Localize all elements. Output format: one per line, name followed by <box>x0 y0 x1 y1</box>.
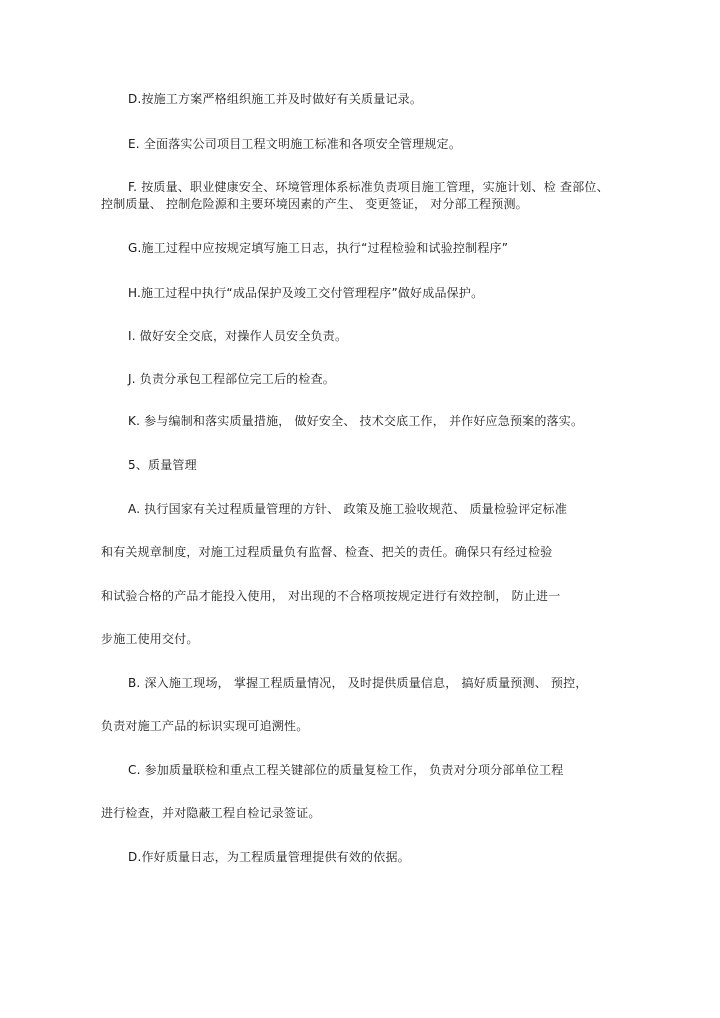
text-line: F. 按质量、职业健康安全、环境管理体系标准负责项目施工管理，实施计划、检 查部位、 <box>128 180 609 194</box>
text-line: H.施工过程中执行“成品保护及竣工交付管理程序”做好成品保护。 <box>128 286 484 300</box>
text-line: 步施工使用交付。 <box>101 632 199 646</box>
text-line: 和有关规章制度，对施工过程质量负有监督、检查、把关的责任。确保只有经过检验 <box>101 545 553 559</box>
text-line: G.施工过程中应按规定填写施工日志，执行“过程检验和试验控制程序” <box>128 241 509 255</box>
text-line: C. 参加质量联检和重点工程关键部位的质量复检工作， 负责对分项分部单位工程 <box>128 763 564 777</box>
text-line: A. 执行国家有关过程质量管理的方针、 政策及施工验收规范、 质量检验评定标准 <box>128 502 568 516</box>
text-line: I. 做好安全交底，对操作人员安全负责。 <box>128 329 348 343</box>
text-line: 进行检查，并对隐蔽工程自检记录签证。 <box>101 806 321 820</box>
text-line: K. 参与编制和落实质量措施， 做好安全、 技术交底工作， 并作好应急预案的落实。 <box>128 414 584 428</box>
text-line: J. 负责分承包工程部位完工后的检查。 <box>128 372 335 386</box>
section-heading: 5、质量管理 <box>128 458 197 472</box>
text-line: D.按施工方案严格组织施工并及时做好有关质量记录。 <box>128 92 423 106</box>
text-line: 控制质量、 控制危险源和主要环境因素的产生、 变更签证， 对分部工程预测。 <box>101 197 528 211</box>
text-line: B. 深入施工现场， 掌握工程质量情况， 及时提供质量信息， 搞好质量预测、 预控， <box>128 676 588 690</box>
text-line: 负责对施工产品的标识实现可追溯性。 <box>101 719 309 733</box>
text-line: E. 全面落实公司项目工程文明施工标准和各项安全管理规定。 <box>128 137 462 151</box>
text-line: 和试验合格的产品才能投入使用， 对出现的不合格项按规定进行有效控制， 防止进一 <box>101 589 561 603</box>
text-line: D.作好质量日志，为工程质量管理提供有效的依据。 <box>128 850 410 864</box>
